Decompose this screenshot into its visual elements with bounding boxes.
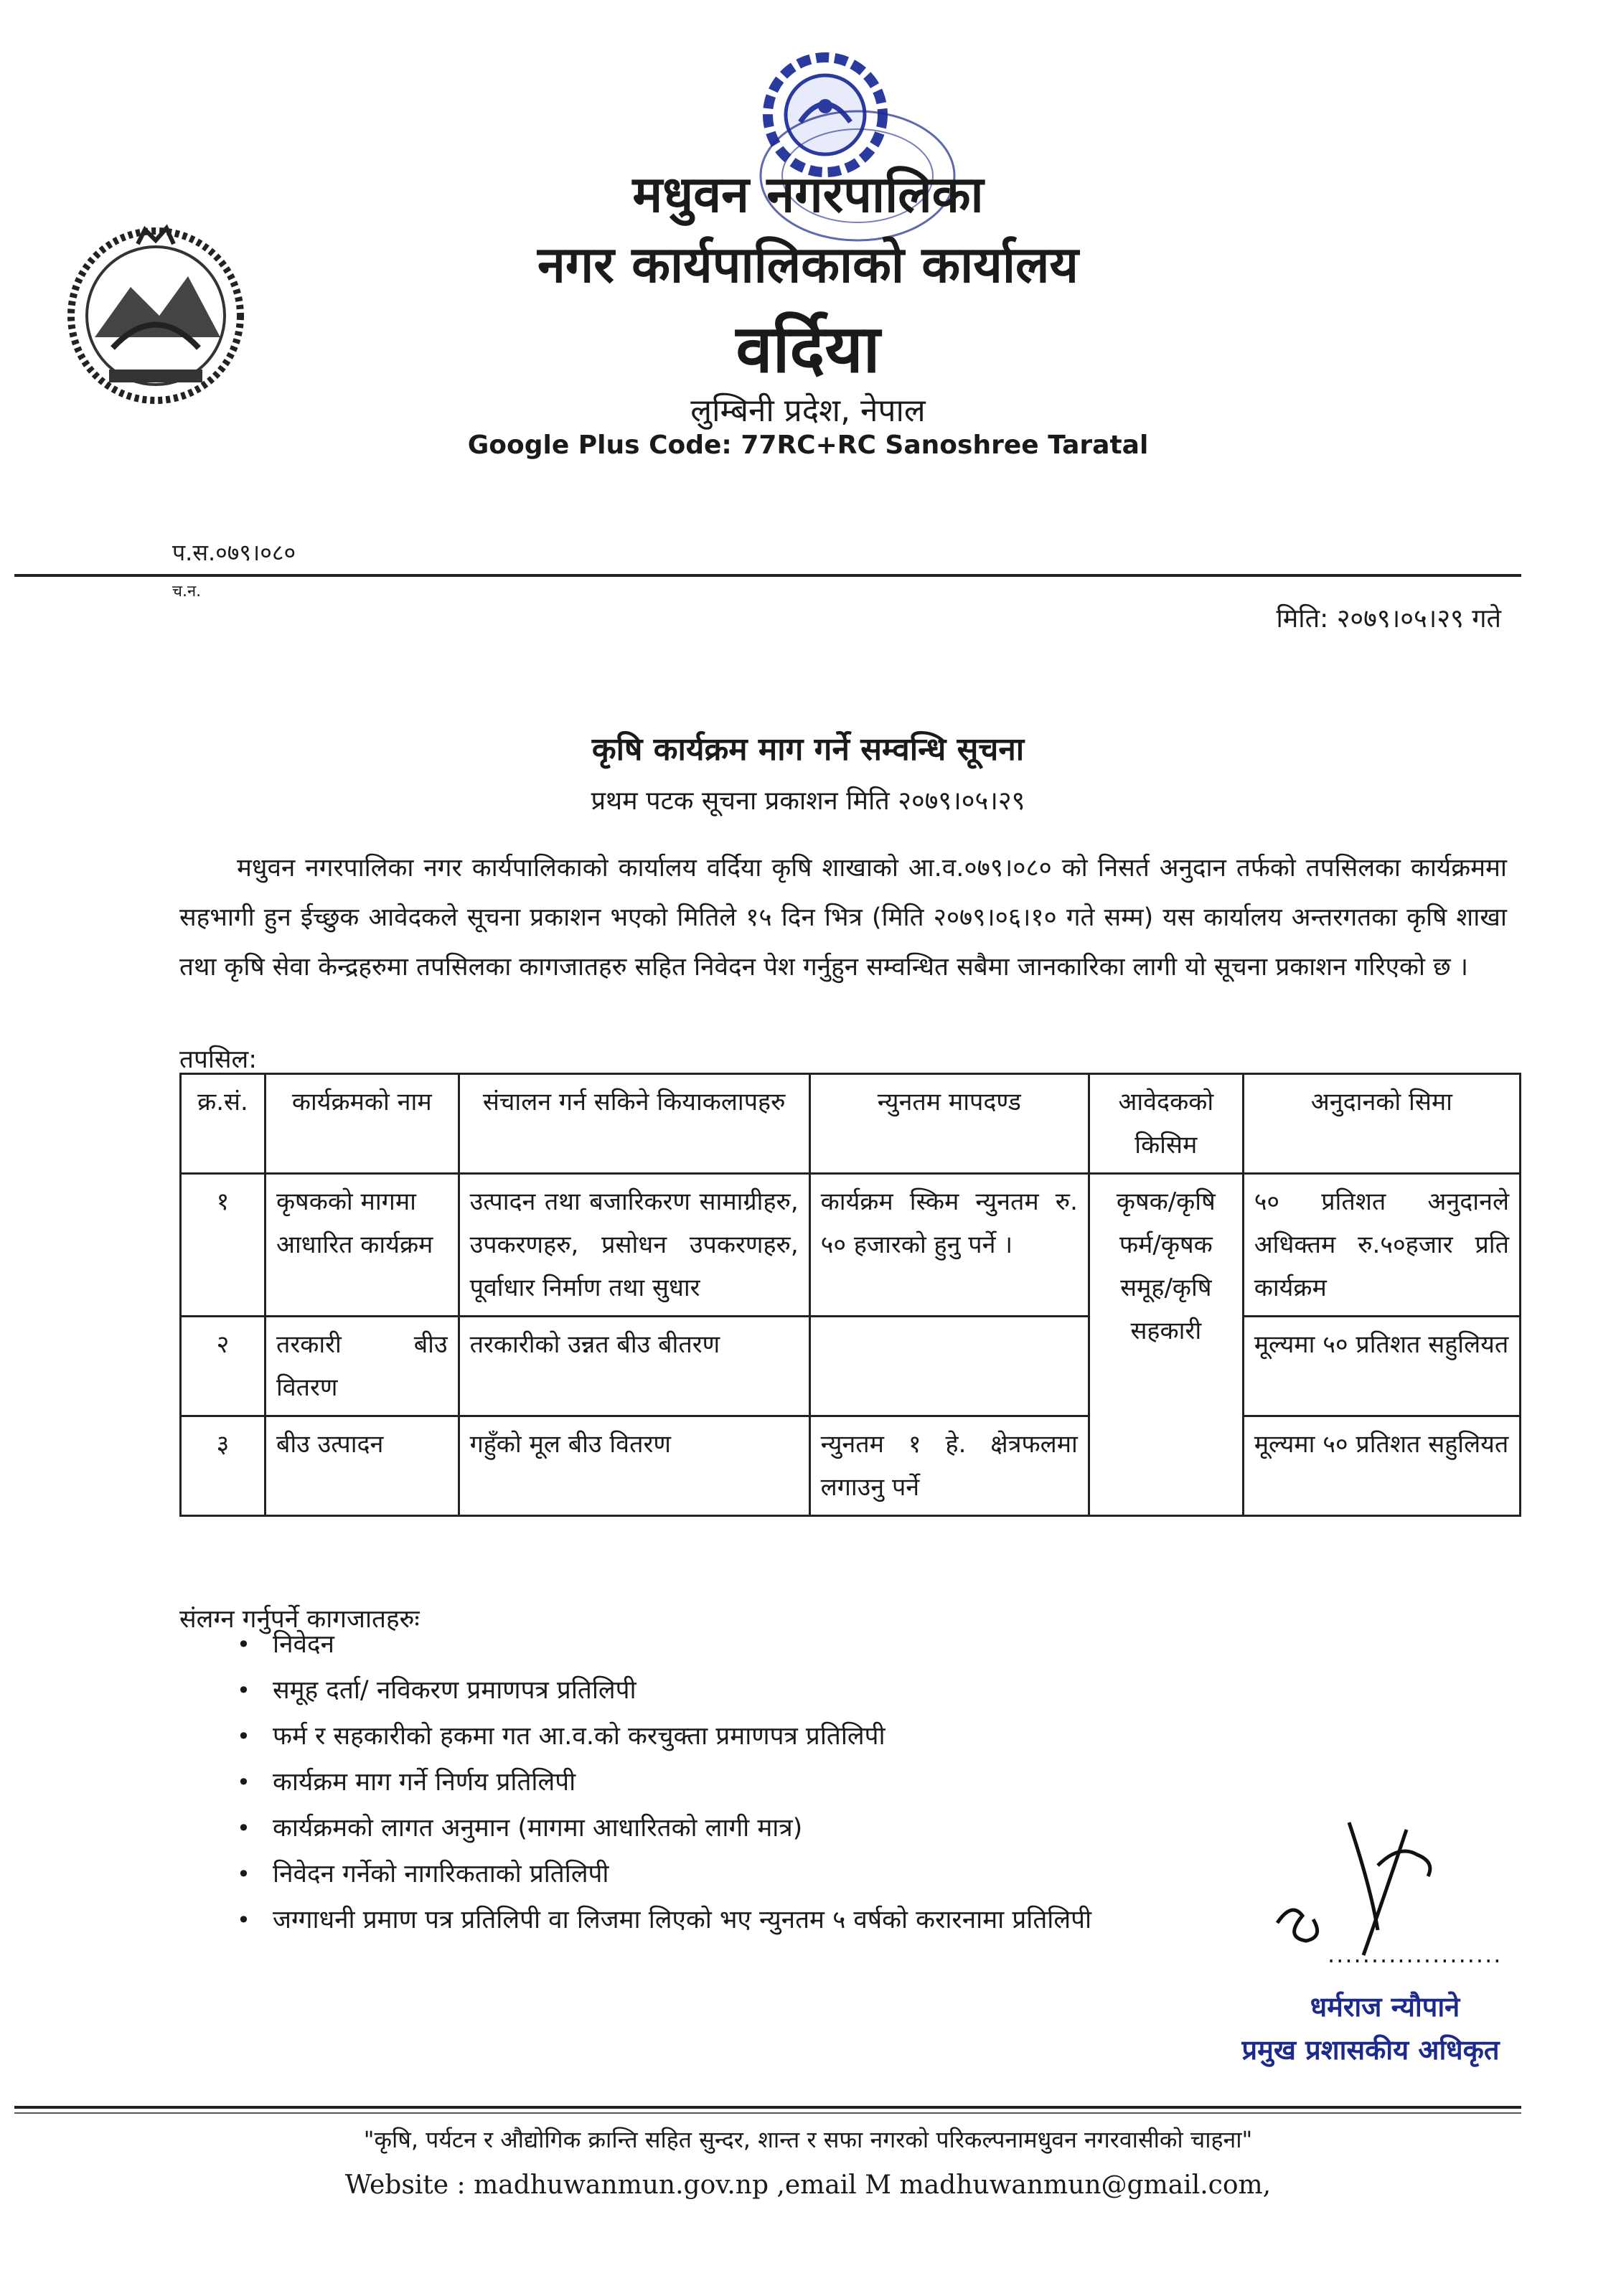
row-applicant: कृषक/कृषि फर्म/कृषक समूह/कृषि सहकारी bbox=[1089, 1174, 1243, 1516]
row-grant: मूल्यमा ५० प्रतिशत सहुलियत bbox=[1243, 1317, 1520, 1416]
table-row bbox=[181, 1416, 1521, 1516]
row-activities: गहुँको मूल बीउ वितरण bbox=[459, 1416, 809, 1516]
header-program: कार्यक्रमको नाम bbox=[265, 1074, 459, 1174]
header-sn: क्र.सं. bbox=[181, 1074, 266, 1174]
header-rule bbox=[14, 574, 1521, 577]
bullet-icon: • bbox=[237, 1631, 250, 1658]
document-item: कार्यक्रम माग गर्ने निर्णय प्रतिलिपी bbox=[273, 1768, 576, 1797]
signature-line: .................... bbox=[1328, 1941, 1503, 1968]
signatory-title: प्रमुख प्रशासकीय अधिकृत bbox=[1241, 2034, 1500, 2066]
bullet-icon: • bbox=[237, 1860, 250, 1888]
program-table bbox=[179, 1073, 1521, 1517]
table-row bbox=[181, 1317, 1521, 1416]
plus-code: Google Plus Code: 77RC+RC Sanoshree Taratal bbox=[467, 430, 1149, 460]
row-program: तरकारी बीउ वितरण bbox=[265, 1317, 459, 1416]
row-criteria bbox=[809, 1317, 1089, 1416]
tapasil-label: तपसिल: bbox=[179, 1045, 258, 1074]
reference-number: प.स.०७९।०८० bbox=[172, 539, 296, 566]
list-item bbox=[237, 1897, 1091, 1943]
footer-website: Website : madhuwanmun.gov.np ,email M madhuwanmun@gmail.com, bbox=[344, 2170, 1272, 2200]
document-item: निवेदन गर्नेको नागरिकताको प्रतिलिपी bbox=[273, 1860, 609, 1888]
list-item bbox=[237, 1851, 1091, 1897]
row-sn: १ bbox=[181, 1174, 266, 1317]
document-item: जग्गाधनी प्रमाण पत्र प्रतिलिपी वा लिजमा लिएको भए न्युनतम ५ वर्षको करारनामा प्रतिलिपी bbox=[273, 1906, 1092, 1934]
bullet-icon: • bbox=[237, 1815, 250, 1842]
table-row bbox=[181, 1174, 1521, 1317]
row-activities: उत्पादन तथा बजारिकरण सामाग्रीहरु, उपकरणहरु, प्रसोधन उपकरणहरु, पूर्वाधार निर्माण तथा सुधार bbox=[459, 1174, 809, 1317]
chalani-label: च.न. bbox=[172, 583, 202, 601]
list-item bbox=[237, 1622, 1091, 1667]
row-criteria: न्युनतम १ हे. क्षेत्रफलमा लगाउनु पर्ने bbox=[809, 1416, 1089, 1516]
bullet-icon: • bbox=[237, 1769, 250, 1796]
document-item: निवेदन bbox=[273, 1630, 334, 1659]
bullet-icon: • bbox=[237, 1677, 250, 1704]
documents-list bbox=[237, 1622, 1091, 1943]
footer-rule bbox=[14, 2106, 1521, 2109]
province-name: लुम्बिनी प्रदेश, नेपाल bbox=[690, 392, 926, 429]
header-applicant: आवेदकको किसिम bbox=[1089, 1074, 1243, 1174]
footer-slogan: "कृषि, पर्यटन र औद्योगिक क्रान्ति सहित सुन्दर, शान्त र सफा नगरको परिकल्पनामधुवन नगरवासीको चाहना" bbox=[363, 2126, 1253, 2153]
bullet-icon: • bbox=[237, 1723, 250, 1750]
row-program: बीउ उत्पादन bbox=[265, 1416, 459, 1516]
office-name: नगर कार्यपालिकाको कार्यालय bbox=[537, 235, 1079, 294]
header-grant: अनुदानको सिमा bbox=[1243, 1074, 1520, 1174]
list-item bbox=[237, 1713, 1091, 1759]
row-program: कृषकको मागमा आधारित कार्यक्रम bbox=[265, 1174, 459, 1317]
list-item bbox=[237, 1667, 1091, 1713]
footer-rule-thin bbox=[14, 2112, 1521, 2114]
bullet-icon: • bbox=[237, 1906, 250, 1934]
document-item: फर्म र सहकारीको हकमा गत आ.व.को करचुक्ता प्रमाणपत्र प्रतिलिपी bbox=[273, 1722, 885, 1751]
notice-subtitle: प्रथम पटक सूचना प्रकाशन मिति २०७९।०५।२९ bbox=[591, 786, 1025, 816]
notice-body: मधुवन नगरपालिका नगर कार्यपालिकाको कार्यालय वर्दिया कृषि शाखाको आ.व.०७९।०८० को निसर्त अनुदान तर्फको तपसिलका कार्यक्रममा सहभागी हुन ईच्छुक आवेदकले सूचना प्रकाशन भएको मितिले १५ दिन भित्र (मिति २०७९।०६।१० गते सम्म) यस कार्यालय अन्तरगतका कृषि शाखा तथा कृषि सेवा केन्द्रहरुमा तपसिलका कागजातहरु सहित निवेदन पेश गर्नुहुन सम्वन्धित सबैमा जानकारिका लागी यो सूचना प्रकाशन गरिएको छ । bbox=[179, 854, 1507, 982]
header-activities: संचालन गर्न सकिने कियाकलापहरु bbox=[459, 1074, 809, 1174]
row-criteria: कार्यक्रम स्किम न्युनतम रु. ५० हजारको हुनु पर्ने । bbox=[809, 1174, 1089, 1317]
row-activities: तरकारीको उन्नत बीउ बीतरण bbox=[459, 1317, 809, 1416]
signatory-name: धर्मराज न्यौपाने bbox=[1310, 1991, 1460, 2023]
documents-title: संलग्न गर्नुपर्ने कागजातहरुः bbox=[179, 1605, 420, 1634]
row-sn: ३ bbox=[181, 1416, 266, 1516]
row-grant: मूल्यमा ५० प्रतिशत सहुलियत bbox=[1243, 1416, 1520, 1516]
row-grant: ५० प्रतिशत अनुदानले अधिक्तम रु.५०हजार प्रति कार्यक्रम bbox=[1243, 1174, 1520, 1317]
municipality-name: मधुवन नगरपालिका bbox=[632, 165, 984, 224]
district-name: वर्दिया bbox=[736, 311, 880, 387]
list-item bbox=[237, 1805, 1091, 1851]
notice-date: मिति: २०७९।०५।२९ गते bbox=[1276, 604, 1501, 634]
document-item: कार्यक्रमको लागत अनुमान (मागमा आधारितको लागी मात्र) bbox=[273, 1814, 803, 1843]
notice-title: कृषि कार्यक्रम माग गर्ने सम्वन्धि सूचना bbox=[591, 731, 1025, 768]
header-criteria: न्युनतम मापदण्ड bbox=[809, 1074, 1089, 1174]
document-item: समूह दर्ता/ नविकरण प्रमाणपत्र प्रतिलिपी bbox=[273, 1676, 636, 1705]
table-header-row bbox=[181, 1074, 1521, 1174]
row-sn: २ bbox=[181, 1317, 266, 1416]
list-item bbox=[237, 1759, 1091, 1805]
